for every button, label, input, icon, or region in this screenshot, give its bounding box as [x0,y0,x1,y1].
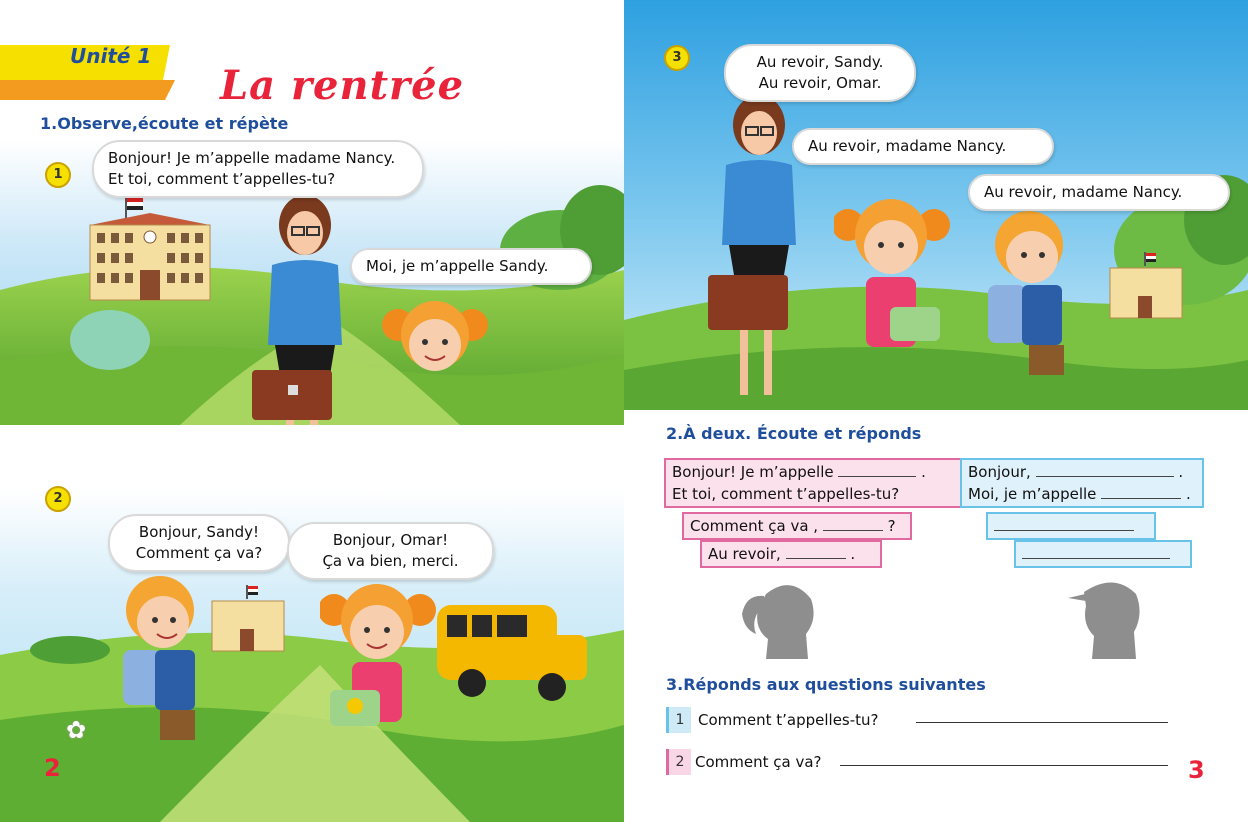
teacher-farewell-bubble [724,44,916,102]
blue-dialogue-box-2[interactable] [986,512,1156,540]
answer-blank-1[interactable] [1036,476,1174,477]
scene-2-number: 2 [45,486,71,512]
girl-2-line-2: Ça va bien, merci. [322,552,459,570]
name-blank-3[interactable] [786,558,846,559]
question-2-number: 2 [666,749,691,775]
name-blank-1[interactable] [838,476,916,477]
boy-silhouette-icon [1064,574,1154,664]
section-1-title: 1.Observe,écoute et répète [40,114,289,133]
teacher-farewell-line-1: Au revoir, Sandy. [756,53,884,71]
pink-line-4-end: . [850,545,856,563]
boy-farewell-line: Au revoir, madame Nancy. [984,183,1183,201]
daisy-flower-icon: ✿ [66,716,87,744]
pink-line-2: Et toi, comment t’appelles-tu? [672,485,900,503]
boy-line-2: Comment ça va? [135,544,263,562]
lesson-title: La rentrée [220,62,465,109]
blue-line-1 [968,461,1196,483]
girl-figure-2 [320,580,440,810]
blue-line-1-end: . [1178,463,1184,481]
girl-silhouette-icon [736,574,826,664]
scene-3-number: 3 [664,45,690,71]
girl-farewell-bubble [792,128,1054,165]
boy-farewell-bubble [968,174,1230,211]
blue-dialogue-box-1 [960,458,1204,508]
answer-blank-4[interactable] [1022,558,1170,559]
blue-line-2 [968,483,1196,505]
girl-line-1: Moi, je m’appelle Sandy. [366,257,549,275]
question-1-answer-line[interactable] [916,722,1168,723]
scene-1-number: 1 [45,162,71,188]
girl-figure-3 [834,195,954,395]
school-bus [432,595,592,705]
teacher-farewell-line-2: Au revoir, Omar. [758,74,882,92]
girl-figure [380,290,490,425]
right-page [624,0,1248,822]
boy-line-1: Bonjour, Sandy! [138,523,260,541]
pink-line-1 [672,461,962,483]
pink-dialogue-box-2 [682,512,912,540]
girl-speech-bubble [350,248,592,285]
question-2-text: Comment ça va? [695,753,822,771]
section-3-title: 3.Réponds aux questions suivantes [666,675,986,694]
question-2-answer-line[interactable] [840,765,1168,766]
answer-blank-3[interactable] [994,530,1134,531]
name-blank-2[interactable] [823,530,883,531]
pink-dialogue-box-3 [700,540,882,568]
question-1-number: 1 [666,707,691,733]
blue-dialogue-box-3[interactable] [1014,540,1192,568]
page-number-right: 3 [1188,756,1205,784]
teacher-line-2: Et toi, comment t’appelles-tu? [108,170,336,188]
teacher-speech-bubble [92,140,424,198]
boy-speech-bubble [108,514,290,572]
unit-label: Unité 1 [70,44,152,68]
blue-line-1-text: Bonjour, [968,463,1031,481]
pink-line-3-end: ? [887,517,896,535]
school-building [85,195,215,305]
answer-blank-2[interactable] [1101,498,1181,499]
teacher-line-1: Bonjour! Je m’appelle madame Nancy. [108,149,396,167]
question-1-text: Comment t’appelles-tu? [698,711,879,729]
boy-figure-2 [984,205,1114,405]
section-2-title: 2.À deux. Écoute et réponds [666,424,922,443]
blue-line-2-end: . [1185,485,1191,503]
pink-dialogue-box-1 [664,458,970,508]
page-number-left: 2 [44,754,61,782]
pink-line-1-end: . [921,463,926,481]
girl-farewell-line: Au revoir, madame Nancy. [808,137,1007,155]
pink-line-3-text: Comment ça va , [690,517,819,535]
pink-line-4-text: Au revoir, [708,545,781,563]
boy-figure [115,570,245,790]
pink-line-1-text: Bonjour! Je m’appelle [672,463,834,481]
teacher-figure [250,195,360,425]
blue-line-2-text: Moi, je m’appelle [968,485,1097,503]
girl-2-line-1: Bonjour, Omar! [332,531,449,549]
school-building-small-2 [1106,252,1186,322]
girl-2-speech-bubble [287,522,494,580]
